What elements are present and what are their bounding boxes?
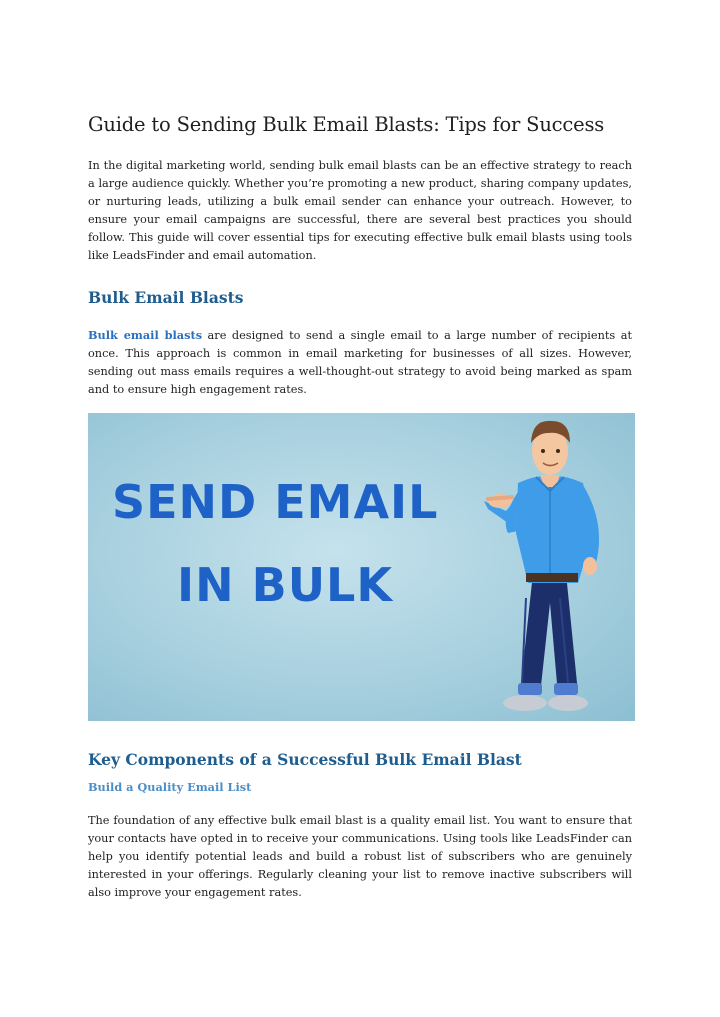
bulk-email-paragraph	[88, 326, 632, 399]
subheading-build-quality-list: Build a Quality Email List	[88, 780, 252, 794]
quality-list-paragraph: The foundation of any effective bulk email blast is a quality email list. You want to ensure that your contacts have opted in to receive your communications. Using tools like LeadsFinder can help you identify potential leads and build a robust list of subscribers who are genuinely interested in your offerings. Regularly cleaning your list to remove inactive subscribers will also improve your engagement rates.	[88, 814, 632, 899]
bulk-email-blasts-link[interactable]: Bulk email blasts	[88, 328, 203, 342]
bulk-email-paragraph-body: are designed to send a single email to a large number of recipients at once. This approach is common in email marketing for businesses of all sizes. However, sending out mass emails requires a well-thought-out strategy to avoid being marked as spam and to ensure high engagement rates.	[88, 329, 632, 396]
banner-text-line-1: SEND EMAIL	[112, 475, 439, 529]
send-email-in-bulk-banner	[88, 413, 635, 721]
document-title: Guide to Sending Bulk Email Blasts: Tips for Success	[88, 113, 605, 136]
pointing-man-illustration	[88, 413, 635, 721]
intro-paragraph: In the digital marketing world, sending bulk email blasts can be an effective strategy to reach a large audience quickly. Whether you’re promoting a new product, sharing company updates, or nurturing leads, utilizing a bulk email sender can enhance your outreach. However, to ensure your email campaigns are successful, there are several best practices you should follow. This guide will cover essential tips for executing effective bulk email blasts using tools like LeadsFinder and email automation.	[88, 159, 632, 262]
section-heading-key-components: Key Components of a Successful Bulk Email Blast	[88, 750, 522, 769]
banner-text-line-2: IN BULK	[177, 558, 393, 612]
section-heading-bulk-email-blasts: Bulk Email Blasts	[88, 288, 244, 307]
